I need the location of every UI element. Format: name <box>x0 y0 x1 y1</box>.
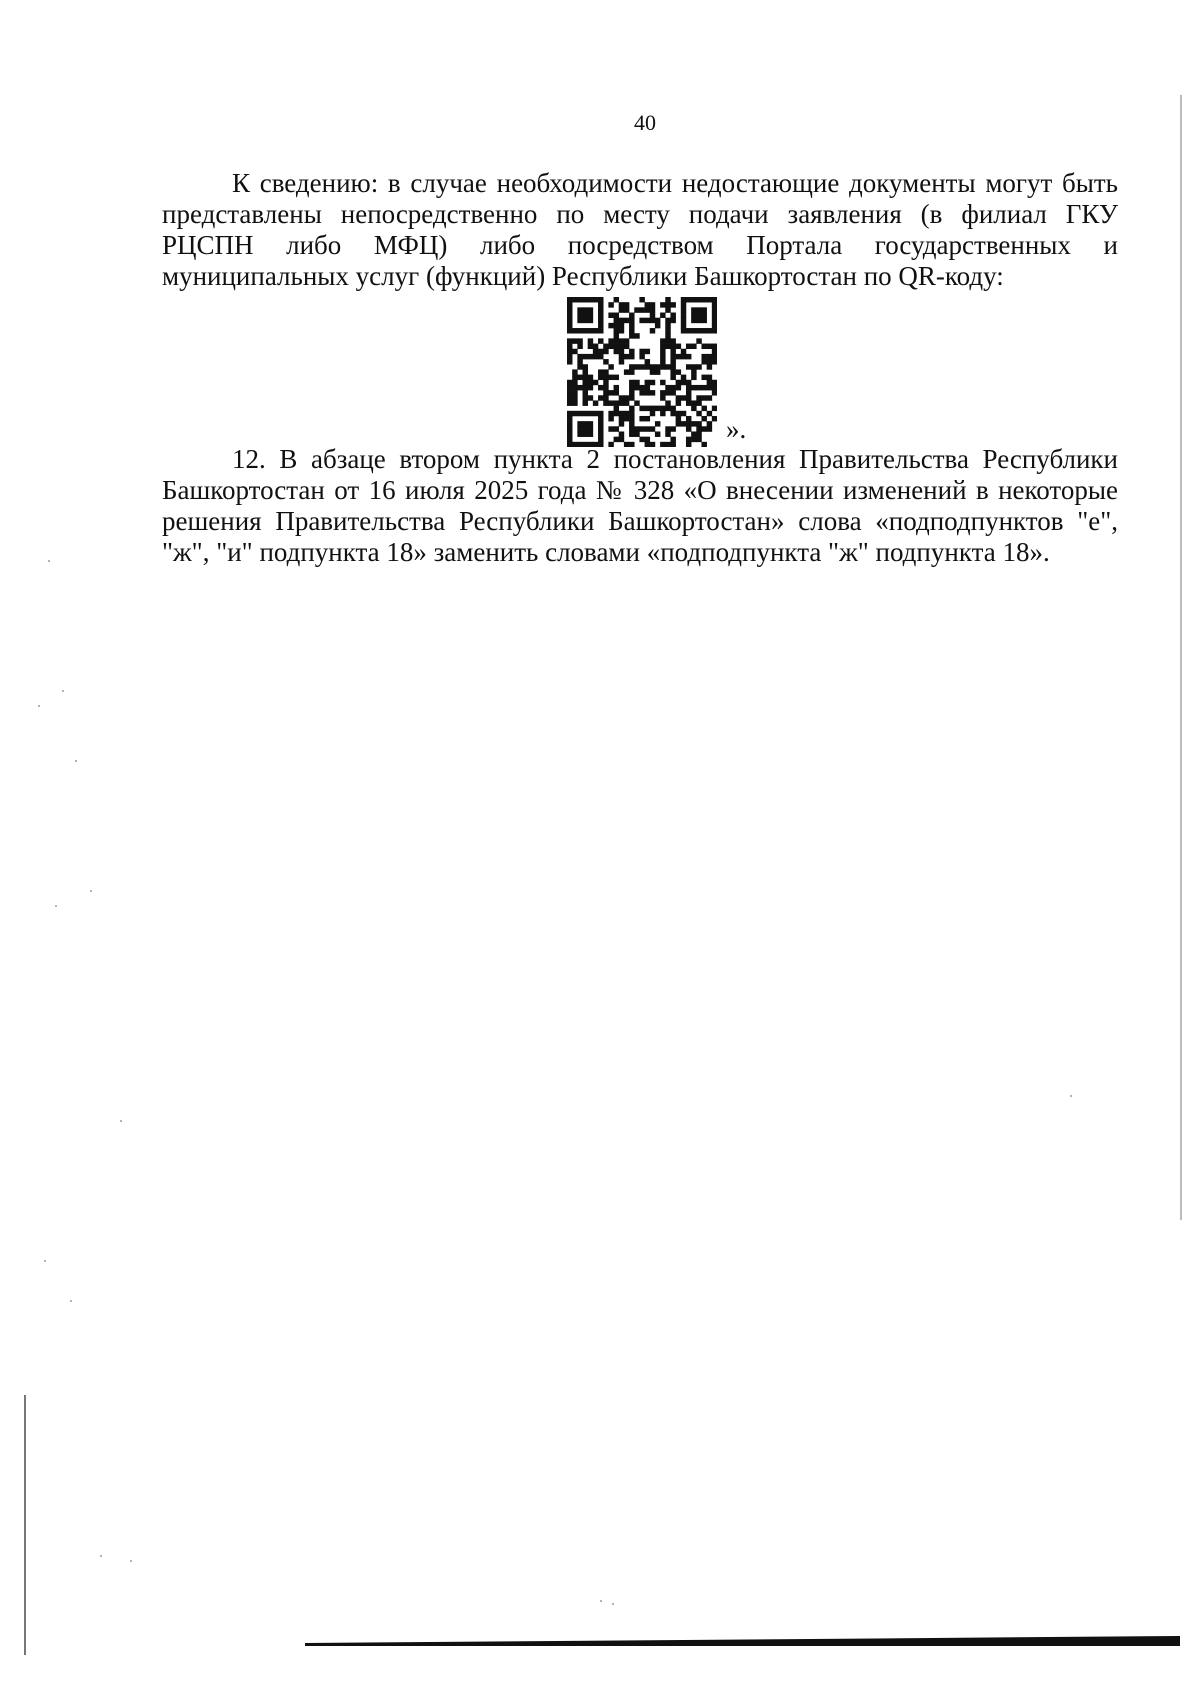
scan-speck <box>600 1600 602 1602</box>
page-number: 40 <box>634 110 656 135</box>
qr-closing-quote: ». <box>726 414 747 444</box>
scan-speck <box>130 1560 132 1562</box>
scan-speck <box>70 1300 72 1302</box>
qr-code-icon <box>567 297 717 447</box>
scan-speck <box>44 1260 46 1262</box>
info-paragraph: К сведению: в случае необходимости недостающие документы могут быть представлены непосредственно по месту подачи заявления (в филиал ГКУ РЦСПН либо МФЦ) либо посредством Портала государственных и муниципальных услуг (функций) Республики Башкортостан по QR-коду: <box>162 168 1118 291</box>
item-12-paragraph: 12. В абзаце втором пункта 2 постановления Правительства Республики Башкортостан от 16 июля 2025 года № 328 «О внесении изменений в некоторые решения Правительства Республики Башкортостан» слова «подподпунктов "е", "ж", "и" подпункта 18» заменить словами «подподпункта "ж" подпункта 18». <box>162 444 1118 567</box>
scan-speck <box>48 560 50 562</box>
scan-speck <box>62 690 64 692</box>
scan-speck <box>55 905 57 907</box>
scan-bottom-bar <box>305 1636 1180 1646</box>
scan-speck <box>612 1603 614 1605</box>
scan-edge-right <box>1180 95 1182 1220</box>
scan-speck <box>120 1120 122 1122</box>
scan-speck <box>90 890 92 892</box>
scan-edge-left <box>24 1395 26 1655</box>
scan-speck <box>100 1555 102 1557</box>
scan-speck <box>75 760 77 762</box>
scan-speck <box>38 705 40 707</box>
scan-speck <box>1070 1095 1072 1097</box>
